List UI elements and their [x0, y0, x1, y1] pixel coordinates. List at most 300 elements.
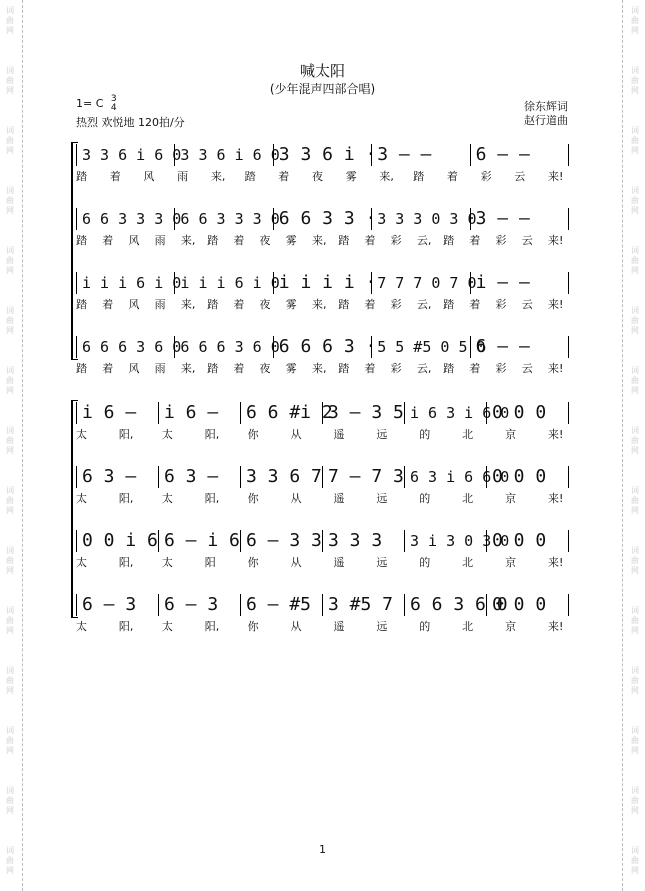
barline — [273, 272, 274, 294]
left-cut-line — [22, 0, 23, 891]
lyric-syllable: 着 — [469, 362, 481, 375]
watermark-char: 网 — [6, 86, 14, 95]
barline — [322, 466, 323, 488]
lyric-syllable: 遥 — [333, 556, 345, 569]
measure: 3 3 3 — [328, 530, 383, 551]
lyric-syllable: 你 — [247, 428, 259, 441]
lyric-syllable: 来! — [548, 234, 564, 247]
watermark-char: 词 — [631, 486, 639, 495]
barline — [240, 402, 241, 424]
watermark-mark — [4, 546, 16, 576]
measure: 6 – – — [475, 144, 530, 165]
lyric-syllable: 踏 — [244, 170, 256, 183]
lyric-syllable: 踏 — [76, 234, 87, 247]
watermark-char: 词 — [631, 366, 639, 375]
lyric-syllable: 京 — [505, 556, 517, 569]
watermark-char: 词 — [631, 6, 639, 15]
lyric-syllable: 的 — [419, 492, 431, 505]
time-denominator: 4 — [110, 103, 117, 113]
measure: 0 0 0 — [492, 402, 547, 423]
lyric-syllable: 太 — [76, 492, 87, 505]
watermark-mark — [4, 306, 16, 336]
key-signature — [76, 95, 117, 113]
lyric-syllable: 雨 — [154, 362, 166, 375]
watermark-char: 网 — [6, 26, 14, 35]
credits — [490, 100, 568, 128]
notes-row — [76, 144, 568, 166]
lyric-syllable: 云 — [521, 234, 533, 247]
watermark-char: 曲 — [6, 436, 14, 445]
lyric-syllable: 的 — [419, 556, 431, 569]
watermark-char: 曲 — [631, 736, 639, 745]
watermark-char: 曲 — [6, 496, 14, 505]
measure: 3 – – — [475, 208, 530, 229]
lyric-syllable: 从 — [290, 620, 302, 633]
watermark-mark — [4, 666, 16, 696]
lyric-syllable: 北 — [462, 428, 474, 441]
lyric-syllable: 彩 — [390, 234, 402, 247]
lyric-syllable: 来, — [180, 362, 196, 375]
barline — [76, 402, 77, 424]
lyric-syllable: 彩 — [495, 298, 507, 311]
lyric-syllable: 来! — [548, 492, 564, 505]
lyric-syllable: 你 — [247, 620, 259, 633]
lyric-syllable: 风 — [128, 362, 140, 375]
lyric-syllable: 雾 — [285, 234, 297, 247]
barline — [240, 466, 241, 488]
lyric-syllable: 从 — [290, 556, 302, 569]
lyric-syllable: 你 — [247, 556, 259, 569]
lyric-syllable: 踏 — [338, 234, 350, 247]
barline — [76, 272, 77, 294]
measure: 7 – 7 3 — [328, 466, 404, 487]
staff-line — [76, 528, 568, 552]
staff-line — [76, 206, 568, 230]
watermark-mark — [629, 246, 641, 276]
lyric-syllable: 阳, — [118, 620, 134, 633]
watermark-char: 曲 — [6, 256, 14, 265]
measure: 3 – – — [377, 144, 432, 165]
lyric-syllable: 夜 — [259, 234, 271, 247]
measure: 6 – 3 3 — [246, 530, 322, 551]
barline — [174, 336, 175, 358]
barline — [404, 402, 405, 424]
lyric-syllable: 着 — [233, 298, 245, 311]
watermark-char: 词 — [631, 426, 639, 435]
lyric-syllable: 着 — [364, 362, 376, 375]
barline — [158, 466, 159, 488]
lyric-syllable: 来! — [548, 298, 564, 311]
watermark-char: 词 — [6, 606, 14, 615]
watermark-char: 词 — [6, 486, 14, 495]
watermark-char: 词 — [6, 246, 14, 255]
watermark-char: 词 — [631, 126, 639, 135]
watermark-char: 网 — [631, 866, 639, 875]
lyric-syllable: 京 — [505, 492, 517, 505]
lyrics-row — [76, 620, 568, 634]
lyric-syllable: 来, — [312, 234, 327, 247]
watermark-char: 网 — [6, 746, 14, 755]
measure: 0 0 0 — [492, 594, 547, 615]
lyric-syllable: 着 — [364, 298, 376, 311]
lyric-syllable: 遥 — [333, 620, 345, 633]
tempo-marking: 热烈 欢悦地 120拍/分 — [76, 116, 185, 129]
lyric-syllable: 着 — [233, 362, 245, 375]
lyric-syllable: 踏 — [338, 362, 350, 375]
barline — [158, 530, 159, 552]
barline — [158, 402, 159, 424]
watermark-char: 曲 — [6, 136, 14, 145]
lyric-syllable: 阳 — [204, 556, 216, 569]
barline — [158, 594, 159, 616]
watermark-char: 词 — [6, 666, 14, 675]
watermark-char: 词 — [6, 126, 14, 135]
watermark-char: 词 — [631, 786, 639, 795]
watermark-char: 词 — [6, 726, 14, 735]
lyric-syllable: 北 — [462, 492, 474, 505]
watermark-char: 网 — [631, 326, 639, 335]
watermark-char: 曲 — [631, 76, 639, 85]
watermark-mark — [629, 426, 641, 456]
barline — [470, 272, 471, 294]
watermark-char: 网 — [6, 206, 14, 215]
composer: 赵行道曲 — [524, 114, 568, 127]
song-subtitle: (少年混声四部合唱) — [269, 82, 376, 96]
lyric-syllable: 踏 — [207, 362, 219, 375]
barline — [568, 530, 569, 552]
lyric-syllable: 踏 — [76, 298, 87, 311]
barline — [404, 466, 405, 488]
watermark-char: 网 — [6, 626, 14, 635]
lyric-syllable: 着 — [109, 170, 121, 183]
lyric-syllable: 太 — [161, 492, 173, 505]
measure: 0 0 0 — [492, 466, 547, 487]
watermark-char: 词 — [631, 306, 639, 315]
lyric-syllable: 从 — [290, 428, 302, 441]
lyric-syllable: 来! — [548, 428, 564, 441]
barline — [404, 594, 405, 616]
barline — [240, 530, 241, 552]
lyric-syllable: 着 — [278, 170, 290, 183]
lyric-syllable: 阳, — [204, 428, 220, 441]
lyrics-row — [76, 234, 568, 248]
measure: 6 6 6 3 6 0 — [82, 338, 182, 356]
measure: i – – — [475, 272, 530, 293]
barline — [240, 594, 241, 616]
measure: 6 3 – — [164, 466, 219, 487]
lyrics-row — [76, 556, 568, 570]
staff-line — [76, 334, 568, 358]
watermark-mark — [629, 6, 641, 36]
lyric-syllable: 北 — [462, 620, 474, 633]
lyric-syllable: 着 — [102, 298, 114, 311]
watermark-char: 词 — [6, 846, 14, 855]
watermark-char: 网 — [631, 206, 639, 215]
watermark-mark — [4, 126, 16, 156]
watermark-char: 网 — [631, 566, 639, 575]
measure: 6 3 – — [82, 466, 137, 487]
barline — [174, 272, 175, 294]
watermark-char: 网 — [631, 386, 639, 395]
lyric-syllable: 着 — [469, 234, 481, 247]
lyric-syllable: 云, — [416, 298, 432, 311]
watermark-char: 网 — [6, 266, 14, 275]
watermark-char: 网 — [6, 806, 14, 815]
watermark-char: 曲 — [6, 76, 14, 85]
lyric-syllable: 远 — [376, 428, 388, 441]
watermark-char: 网 — [6, 386, 14, 395]
lyric-syllable: 京 — [505, 620, 517, 633]
watermark-char: 词 — [6, 186, 14, 195]
watermark-mark — [4, 186, 16, 216]
barline — [470, 144, 471, 166]
watermark-mark — [4, 606, 16, 636]
measure: 3 3 6 i 6 0 — [82, 146, 182, 164]
measure: 5 5 #5 0 5 0 — [377, 338, 486, 356]
barline — [371, 336, 372, 358]
barline — [470, 208, 471, 230]
barline — [568, 336, 569, 358]
lyric-syllable: 太 — [161, 556, 173, 569]
watermark-mark — [629, 726, 641, 756]
lyric-syllable: 的 — [419, 428, 431, 441]
watermark-mark — [4, 426, 16, 456]
barline — [371, 272, 372, 294]
lyric-syllable: 踏 — [338, 298, 350, 311]
lyric-syllable: 踏 — [443, 362, 455, 375]
lyrics-row — [76, 492, 568, 506]
barline — [568, 272, 569, 294]
measure: 6 6 #i 2 — [246, 402, 333, 423]
measure: 6 6 3 3 3 0 — [180, 210, 280, 228]
measure: 6 – – — [475, 336, 530, 357]
watermark-char: 曲 — [631, 316, 639, 325]
watermark-char: 曲 — [6, 616, 14, 625]
lyric-syllable: 来! — [548, 556, 564, 569]
lyric-syllable: 阳, — [204, 492, 220, 505]
watermark-char: 网 — [631, 686, 639, 695]
lyric-syllable: 遥 — [333, 492, 345, 505]
watermark-char: 词 — [6, 366, 14, 375]
lyric-syllable: 来, — [180, 298, 196, 311]
watermark-mark — [629, 126, 641, 156]
watermark-char: 词 — [631, 546, 639, 555]
lyric-syllable: 远 — [376, 492, 388, 505]
watermark-mark — [629, 366, 641, 396]
lyric-syllable: 雨 — [154, 298, 166, 311]
barline — [568, 594, 569, 616]
lyric-syllable: 着 — [446, 170, 458, 183]
measure: 3 #5 7 — [328, 594, 394, 615]
staff-line — [76, 464, 568, 488]
measure: 3 3 6 i · — [278, 144, 377, 165]
watermark-char: 网 — [6, 866, 14, 875]
measure: 7 7 7 0 7 0 — [377, 274, 477, 292]
lyric-syllable: 来! — [548, 170, 564, 183]
lyric-syllable: 阳, — [204, 620, 220, 633]
measure: 3 i 3 0 3 0 — [410, 532, 510, 550]
lyric-syllable: 遥 — [333, 428, 345, 441]
lyric-syllable: 踏 — [76, 170, 87, 183]
lyric-syllable: 来, — [312, 362, 327, 375]
page-number: 1 — [319, 843, 326, 856]
barline — [568, 144, 569, 166]
lyric-syllable: 来, — [312, 298, 327, 311]
lyric-syllable: 来, — [379, 170, 394, 183]
watermark-char: 曲 — [6, 376, 14, 385]
watermark-char: 曲 — [631, 676, 639, 685]
watermark-char: 词 — [6, 6, 14, 15]
watermark-char: 网 — [6, 446, 14, 455]
watermark-mark — [4, 786, 16, 816]
barline — [404, 530, 405, 552]
watermark-mark — [4, 486, 16, 516]
lyric-syllable: 着 — [364, 234, 376, 247]
barline — [76, 594, 77, 616]
lyric-syllable: 太 — [76, 556, 87, 569]
watermark-char: 词 — [6, 786, 14, 795]
measure: 6 6 3 3 3 0 — [82, 210, 182, 228]
lyric-syllable: 夜 — [259, 362, 271, 375]
watermark-char: 网 — [6, 506, 14, 515]
lyric-syllable: 云 — [521, 298, 533, 311]
watermark-char: 曲 — [6, 16, 14, 25]
measure: 3 – 3 5 — [328, 402, 404, 423]
key-label: 1= C — [76, 97, 104, 110]
lyric-syllable: 彩 — [390, 298, 402, 311]
watermark-char: 网 — [631, 806, 639, 815]
lyric-syllable: 踏 — [207, 298, 219, 311]
barline — [273, 144, 274, 166]
watermark-char: 曲 — [631, 616, 639, 625]
watermark-char: 曲 — [631, 856, 639, 865]
lyrics-row — [76, 428, 568, 442]
lyric-syllable: 彩 — [390, 362, 402, 375]
lyric-syllable: 云 — [521, 362, 533, 375]
lyric-syllable: 着 — [102, 362, 114, 375]
lyric-syllable: 踏 — [443, 298, 455, 311]
watermark-char: 词 — [631, 846, 639, 855]
lyric-syllable: 来! — [548, 620, 564, 633]
barline — [568, 402, 569, 424]
barline — [322, 594, 323, 616]
barline — [174, 144, 175, 166]
watermark-char: 词 — [631, 246, 639, 255]
lyric-syllable: 远 — [376, 620, 388, 633]
lyric-syllable: 风 — [128, 298, 140, 311]
barline — [322, 402, 323, 424]
watermark-char: 曲 — [6, 856, 14, 865]
lyric-syllable: 雾 — [285, 362, 297, 375]
lyric-syllable: 京 — [505, 428, 517, 441]
measure: i 6 – — [164, 402, 219, 423]
watermark-char: 曲 — [631, 136, 639, 145]
watermark-char: 曲 — [631, 196, 639, 205]
lyric-syllable: 风 — [143, 170, 155, 183]
lyric-syllable: 彩 — [495, 234, 507, 247]
watermark-mark — [629, 186, 641, 216]
watermark-mark — [629, 606, 641, 636]
watermark-char: 曲 — [6, 316, 14, 325]
watermark-char: 网 — [631, 626, 639, 635]
watermark-char: 网 — [631, 506, 639, 515]
lyric-syllable: 太 — [76, 428, 87, 441]
lyric-syllable: 风 — [128, 234, 140, 247]
watermark-char: 曲 — [6, 736, 14, 745]
barline — [273, 336, 274, 358]
measure: 6 6 6 3 6 0 — [180, 338, 280, 356]
barline — [470, 336, 471, 358]
watermark-char: 网 — [6, 566, 14, 575]
lyric-syllable: 着 — [102, 234, 114, 247]
watermark-char: 曲 — [6, 796, 14, 805]
lyrics-row — [76, 362, 568, 376]
barline — [486, 530, 487, 552]
watermark-char: 词 — [631, 606, 639, 615]
barline — [568, 466, 569, 488]
watermark-char: 曲 — [631, 16, 639, 25]
barline — [486, 402, 487, 424]
lyric-syllable: 你 — [247, 492, 259, 505]
watermark-mark — [629, 306, 641, 336]
measure: 6 3 i 6 6 0 — [410, 468, 510, 486]
lyric-syllable: 夜 — [259, 298, 271, 311]
notes-row — [76, 336, 568, 358]
watermark-mark — [629, 546, 641, 576]
lyric-syllable: 云 — [514, 170, 526, 183]
lyric-syllable: 阳, — [118, 428, 134, 441]
barline — [273, 208, 274, 230]
watermark-char: 网 — [631, 446, 639, 455]
watermark-char: 词 — [631, 666, 639, 675]
lyric-syllable: 来, — [180, 234, 196, 247]
watermark-mark — [4, 246, 16, 276]
barline — [76, 336, 77, 358]
lyrics-row — [76, 298, 568, 312]
watermark-mark — [4, 726, 16, 756]
lyric-syllable: 雨 — [177, 170, 189, 183]
watermark-mark — [629, 486, 641, 516]
lyric-syllable: 雾 — [345, 170, 357, 183]
lyric-syllable: 太 — [76, 620, 87, 633]
barline — [322, 530, 323, 552]
measure: i 6 – — [82, 402, 137, 423]
watermark-char: 词 — [631, 66, 639, 75]
notes-row — [76, 208, 568, 230]
measure: i i i 6 i 0 — [82, 274, 182, 292]
lyric-syllable: 踏 — [443, 234, 455, 247]
notes-row — [76, 272, 568, 294]
watermark-mark — [629, 666, 641, 696]
watermark-char: 词 — [631, 186, 639, 195]
measure: 6 – #5 — [246, 594, 312, 615]
watermark-char: 词 — [6, 426, 14, 435]
watermark-char: 曲 — [631, 256, 639, 265]
lyric-syllable: 云, — [416, 234, 432, 247]
watermark-mark — [4, 366, 16, 396]
watermark-char: 网 — [631, 146, 639, 155]
barline — [76, 144, 77, 166]
watermark-char: 网 — [6, 326, 14, 335]
watermark-char: 网 — [631, 26, 639, 35]
song-title: 喊太阳 — [299, 62, 345, 80]
watermark-mark — [4, 6, 16, 36]
measure: 3 3 6 i 6 0 — [180, 146, 280, 164]
measure: 6 6 3 3 · — [278, 208, 377, 229]
barline — [486, 594, 487, 616]
measure: 3 3 3 0 3 0 — [377, 210, 477, 228]
watermark-char: 网 — [631, 266, 639, 275]
